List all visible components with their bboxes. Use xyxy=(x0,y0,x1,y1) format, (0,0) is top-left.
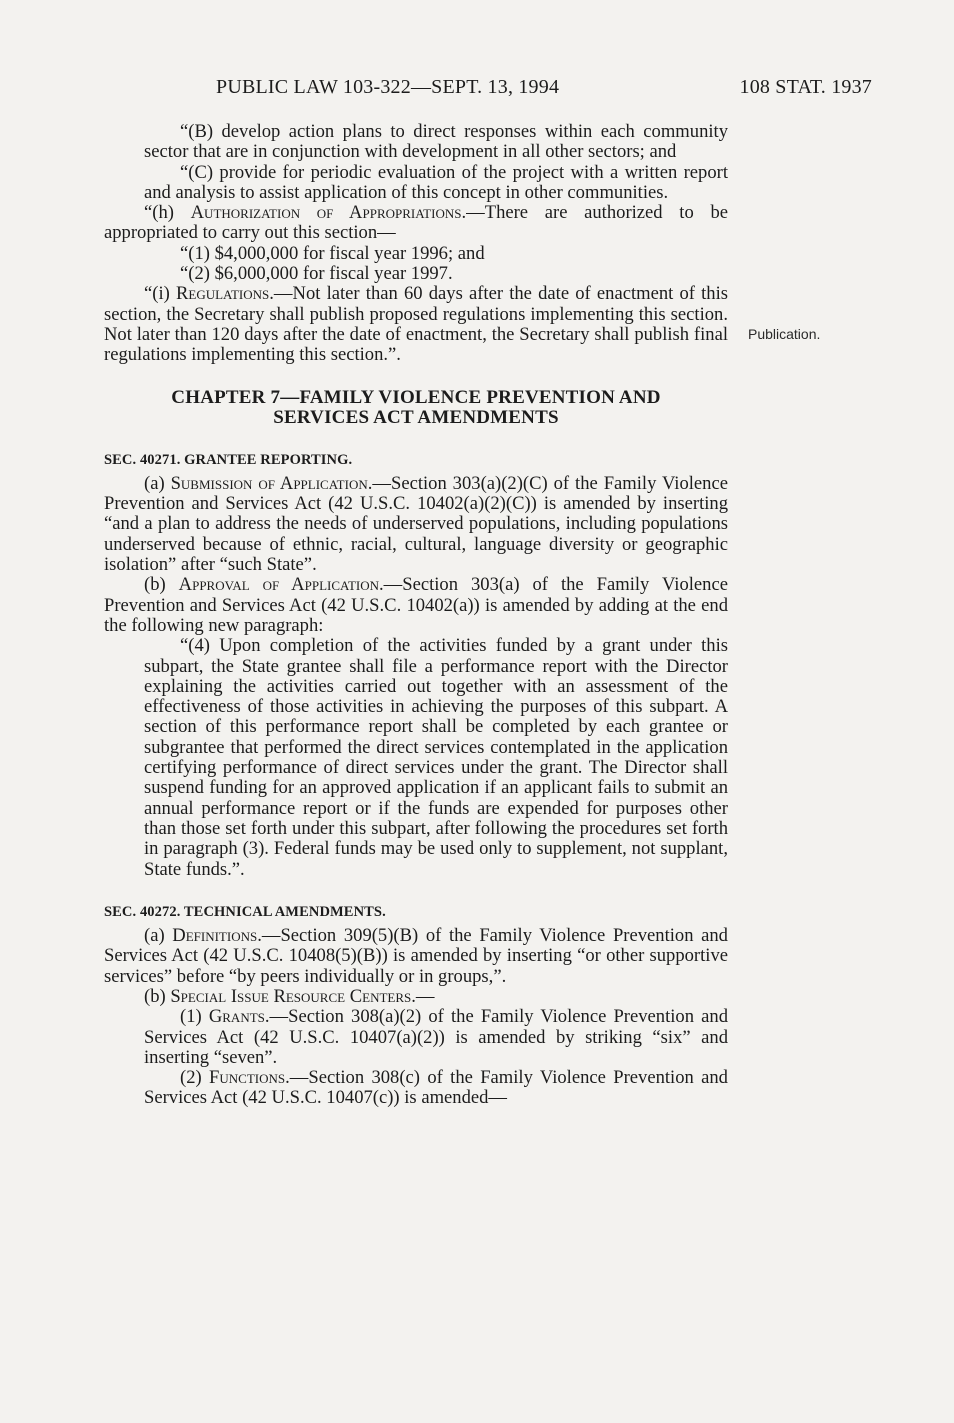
subsection-h-text: .—There are authorized to be appropriated to carry out this section— xyxy=(104,202,728,244)
section-40271-b-heading: Approval of Application xyxy=(178,574,380,596)
body-text xyxy=(104,122,728,1109)
margin-note: Publication. xyxy=(748,326,821,342)
subsection-i-heading: Regulations xyxy=(175,283,270,305)
statute-page-number: 108 STAT. 1937 xyxy=(739,76,872,98)
subsection-h-heading: Authorization of Appropriations xyxy=(190,202,462,224)
subsection-i xyxy=(104,284,728,365)
section-40272-b-heading: Special Issue Resource Centers xyxy=(170,985,412,1007)
chapter-heading-line2: SERVICES ACT AMENDMENTS xyxy=(273,406,559,428)
paragraph-c: “(C) provide for periodic evaluation of the project with a written report and analysis to assist application of this concept in other communities. xyxy=(144,161,728,203)
section-40272-heading: SEC. 40272. TECHNICAL AMENDMENTS. xyxy=(104,903,386,920)
section-40271-a-lead: (a) xyxy=(144,472,171,494)
section-40272-a-lead: (a) xyxy=(144,925,173,947)
page-header xyxy=(216,76,872,99)
section-40272-b2-lead: (2) xyxy=(180,1067,210,1089)
section-40272-a xyxy=(104,926,728,987)
paragraph-h2: “(2) $6,000,000 for fiscal year 1997. xyxy=(180,263,453,285)
section-40271-b xyxy=(104,575,728,636)
section-40272-b2 xyxy=(104,1068,728,1109)
section-40271-heading: SEC. 40271. GRANTEE REPORTING. xyxy=(104,451,353,468)
section-40272-b-text: .— xyxy=(411,985,435,1007)
paragraph-4: “(4) Upon completion of the activities funded by a grant under this subpart, the State grantee shall file a performance report with the Director explaining the activities carried out together with an assessment of the effectiveness of those activities in achieving the purposes of this subpart. A section of this performance report shall be completed by each grantee or subgrantee that performed the direct services contemplated in the application certifying performance of direct services under the grant. The Director shall suspend funding for an approved application if an applicant fails to submit an annual performance report or if the funds are expended for purposes other than those set forth under this subpart, after following the procedures set forth in paragraph (3). Federal funds may be used only to supplement, not supplant, State funds.”. xyxy=(144,635,728,880)
section-40271-a-heading: Submission of Application xyxy=(170,472,368,494)
section-40272-b1-lead: (1) xyxy=(180,1006,209,1028)
running-title: PUBLIC LAW 103-322—SEPT. 13, 1994 xyxy=(216,76,560,98)
subsection-h xyxy=(104,203,728,244)
subsection-i-text: .—Not later than 60 days after the date of enactment of this section, the Secretary shall publish proposed regulations implementing this section. Not later than 120 days after the date of enactment, the Secretary shall publish final regulations implementing this section.”. xyxy=(104,283,729,366)
section-40271-b-lead: (b) xyxy=(144,574,179,596)
section-40272-b1 xyxy=(104,1007,728,1068)
subsection-h-lead: “(h) xyxy=(144,202,191,224)
section-40271-a xyxy=(104,474,728,575)
section-40272-b xyxy=(104,987,728,1007)
section-40271-a-text: .—Section 303(a)(2)(C) of the Family Violence Prevention and Services Act (42 U.S.C. 10402(a)(2)(C)) is amended by inserting “and a plan to address the needs of underserved populations, including populations underserved because of ethnic, racial, cultural, language diversity or geographic isolation” after “such State”. xyxy=(104,472,728,576)
section-40272-a-text: .—Section 309(5)(B) of the Family Violence Prevention and Services Act (42 U.S.C. 10408(5)(B)) is amended by inserting “or other supportive services” before “by peers individually or in groups,”. xyxy=(104,925,728,987)
section-40272-b1-text: .—Section 308(a)(2) of the Family Violence Prevention and Services Act (42 U.S.C. 10407(a)(2)) is amended by striking “six” and inserting “seven”. xyxy=(144,1006,728,1068)
paragraph-b: “(B) develop action plans to direct responses within each community sector that are in conjunction with development in all other sectors; and xyxy=(144,121,728,163)
subsection-i-lead: “(i) xyxy=(144,283,176,305)
section-40272-a-heading: Definitions xyxy=(172,925,258,947)
chapter-heading-line1: CHAPTER 7—FAMILY VIOLENCE PREVENTION AND xyxy=(171,386,661,408)
chapter-heading xyxy=(104,388,728,428)
section-40272-b1-heading: Grants xyxy=(208,1006,265,1028)
section-40271-b-text: .—Section 303(a) of the Family Violence Prevention and Services Act (42 U.S.C. 10402(a)) is amended by adding at the end the following new paragraph: xyxy=(104,574,728,636)
section-40272-b2-text: .—Section 308(c) of the Family Violence Prevention and Services Act (42 U.S.C. 10407(c)) is amended— xyxy=(144,1067,728,1109)
section-40272-b2-heading: Functions xyxy=(209,1067,286,1089)
section-40272-b-lead: (b) xyxy=(144,985,171,1007)
paragraph-h1: “(1) $4,000,000 for fiscal year 1996; and xyxy=(180,242,485,264)
